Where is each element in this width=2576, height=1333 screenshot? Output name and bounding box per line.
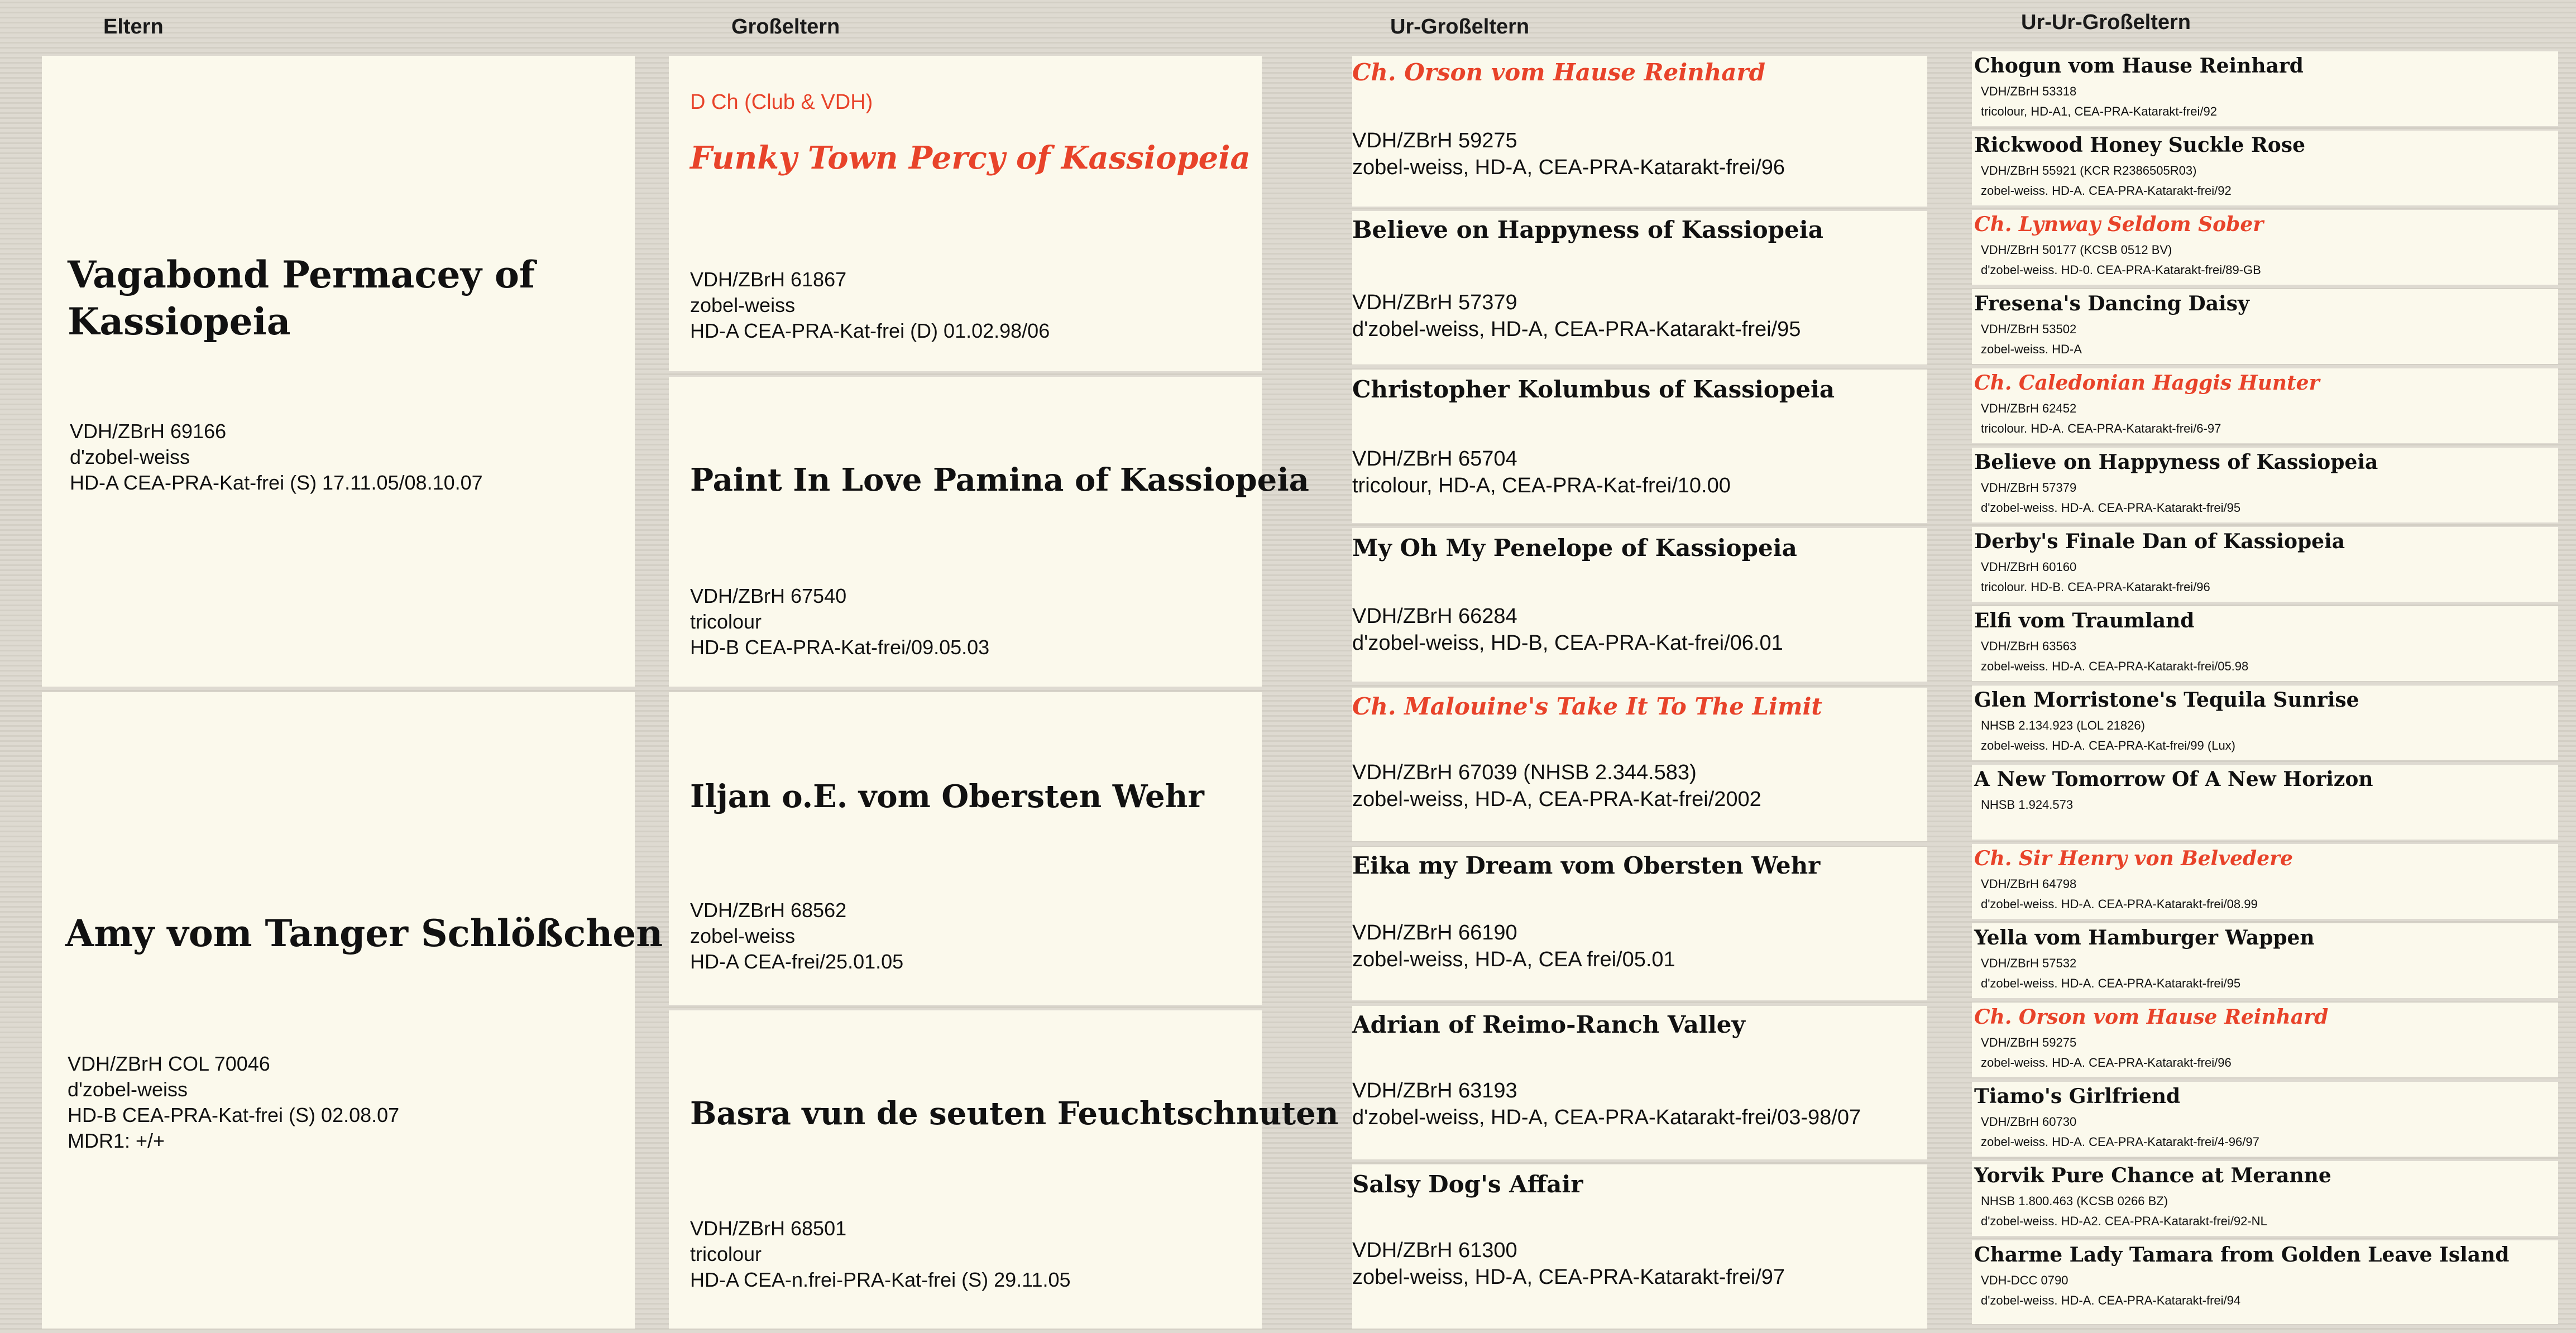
great-great-grandparent-line2: zobel-weiss. HD-A [1981, 342, 2082, 356]
grandparent-title: D Ch (Club & VDH) [690, 90, 873, 114]
great-grandparent-info: d'zobel-weiss, HD-A, CEA-PRA-Katarakt-frei/95 [1352, 318, 1801, 341]
grandparent-health: HD-A CEA-frei/25.01.05 [690, 950, 904, 973]
great-great-grandparent-line1: VDH/ZBrH 60730 [1981, 1115, 2077, 1129]
great-grandparent-reg: VDH/ZBrH 59275 [1352, 129, 1517, 152]
great-great-grandparent-card [1972, 685, 2558, 760]
grandparent-health: HD-A CEA-n.frei-PRA-Kat-frei (S) 29.11.05 [690, 1268, 1071, 1291]
great-great-grandparent-card [1972, 1003, 2558, 1077]
parent-sire-health: HD-A CEA-PRA-Kat-frei (S) 17.11.05/08.10.07 [70, 471, 483, 494]
great-great-grandparent-name: A New Tomorrow Of A New Horizon [1974, 768, 2373, 791]
great-grandparent-reg: VDH/ZBrH 61300 [1352, 1239, 1517, 1262]
great-great-grandparent-name: Chogun vom Hause Reinhard [1974, 54, 2304, 78]
great-grandparent-info: d'zobel-weiss, HD-A, CEA-PRA-Katarakt-frei/03-98/07 [1352, 1106, 1861, 1129]
great-great-grandparent-name: Ch. Lynway Seldom Sober [1974, 213, 2264, 236]
great-grandparent-details [1352, 289, 1801, 343]
great-great-grandparent-card [1972, 51, 2558, 126]
header-eltern: Eltern [103, 15, 164, 39]
great-great-grandparent-line1: VDH/ZBrH 57379 [1981, 481, 2077, 495]
parent-dam-card [42, 692, 663, 1329]
great-grandparent-reg: VDH/ZBrH 65704 [1352, 447, 1517, 471]
grandparent-name: Basra vun de seuten Feuchtschnuten [690, 1095, 1339, 1132]
grandparent-details [690, 898, 903, 975]
great-great-grandparent-card [1972, 448, 2558, 522]
great-grandparent-name: Believe on Happyness of Kassiopeia [1352, 216, 1823, 243]
great-great-grandparent-line1: VDH/ZBrH 63563 [1981, 639, 2077, 653]
parent-dam-health: HD-B CEA-PRA-Kat-frei (S) 02.08.07 [68, 1104, 400, 1126]
grandparent-reg: VDH/ZBrH 67540 [690, 584, 847, 607]
great-grandparent-info: tricolour, HD-A, CEA-PRA-Kat-frei/10.00 [1352, 474, 1731, 497]
great-great-grandparent-card [1972, 368, 2558, 443]
great-great-grandparent-line2: d'zobel-weiss. HD-0. CEA-PRA-Katarakt-frei/89-GB [1981, 263, 2261, 277]
grandparent-color: zobel-weiss [690, 294, 796, 317]
grandparent-color: tricolour [690, 1243, 762, 1265]
great-great-grandparent-card [1972, 131, 2558, 205]
grandparent-details [690, 267, 1050, 344]
parent-dam-details [68, 1051, 399, 1154]
great-grandparent-name: Eika my Dream vom Obersten Wehr [1352, 852, 1821, 879]
grandparent-name: Iljan o.E. vom Obersten Wehr [690, 778, 1204, 815]
parent-sire-reg: VDH/ZBrH 69166 [70, 420, 227, 443]
great-grandparent-details [1352, 1077, 1861, 1131]
grandparent-details [690, 583, 989, 660]
great-grandparent-card [1352, 1164, 1927, 1329]
great-grandparent-card [1352, 56, 1927, 207]
great-grandparent-info: d'zobel-weiss, HD-B, CEA-PRA-Kat-frei/06.01 [1352, 631, 1783, 655]
great-grandparent-reg: VDH/ZBrH 63193 [1352, 1079, 1517, 1102]
great-great-grandparent-line2: d'zobel-weiss. HD-A. CEA-PRA-Katarakt-frei/95 [1981, 501, 2241, 515]
grandparent-reg: VDH/ZBrH 68562 [690, 899, 847, 922]
great-grandparent-name: Ch. Orson vom Hause Reinhard [1352, 59, 1766, 86]
parent-sire-name [68, 251, 535, 345]
great-great-grandparent-line2: zobel-weiss. HD-A. CEA-PRA-Katarakt-frei/4-96/97 [1981, 1135, 2259, 1149]
great-great-grandparent-line1: VDH/ZBrH 55921 (KCR R2386505R03) [1981, 164, 2197, 178]
great-great-grandparent-line2: d'zobel-weiss. HD-A. CEA-PRA-Katarakt-frei/94 [1981, 1293, 2241, 1307]
great-great-grandparent-line1: NHSB 1.924.573 [1981, 798, 2074, 812]
grandparent-health: HD-A CEA-PRA-Kat-frei (D) 01.02.98/06 [690, 319, 1050, 342]
great-grandparent-info: zobel-weiss, HD-A, CEA-PRA-Katarakt-frei/97 [1352, 1265, 1785, 1289]
great-great-grandparent-line1: VDH-DCC 0790 [1981, 1273, 2069, 1287]
great-great-grandparent-name: Glen Morristone's Tequila Sunrise [1974, 688, 2359, 712]
great-grandparent-name: Christopher Kolumbus of Kassiopeia [1352, 376, 1835, 403]
great-grandparent-details [1352, 759, 1761, 813]
great-grandparent-name: Adrian of Reimo-Ranch Valley [1352, 1011, 1745, 1038]
great-grandparent-details [1352, 445, 1731, 499]
great-great-grandparent-line1: VDH/ZBrH 57532 [1981, 956, 2077, 970]
great-great-grandparent-line1: VDH/ZBrH 59275 [1981, 1035, 2077, 1049]
parent-sire-name-line1: Vagabond Permacey of [68, 253, 535, 296]
great-great-grandparent-name: Yella vom Hamburger Wappen [1974, 926, 2315, 950]
great-great-grandparent-line2: zobel-weiss. HD-A. CEA-PRA-Kat-frei/99 (Lux) [1981, 739, 2236, 752]
great-great-grandparent-name: Tiamo's Girlfriend [1974, 1085, 2181, 1108]
great-grandparent-details [1352, 603, 1783, 656]
great-great-grandparent-name: Charme Lady Tamara from Golden Leave Island [1974, 1243, 2510, 1267]
header-ur-ur-grosseltern: Ur-Ur-Großeltern [2021, 11, 2191, 34]
great-great-grandparent-line2: zobel-weiss. HD-A. CEA-PRA-Katarakt-frei/92 [1981, 184, 2232, 198]
great-great-grandparent-line1: VDH/ZBrH 62452 [1981, 401, 2077, 415]
grandparent-details [690, 1216, 1071, 1293]
great-great-grandparent-name: Believe on Happyness of Kassiopeia [1974, 450, 2378, 474]
great-grandparent-info: zobel-weiss, HD-A, CEA-PRA-Kat-frei/2002 [1352, 788, 1761, 811]
great-great-grandparent-line2: d'zobel-weiss. HD-A2. CEA-PRA-Katarakt-frei/92-NL [1981, 1214, 2267, 1228]
great-grandparent-name: Ch. Malouine's Take It To The Limit [1352, 693, 1822, 720]
great-grandparent-reg: VDH/ZBrH 66190 [1352, 921, 1517, 944]
great-grandparent-card [1352, 847, 1927, 1000]
grandparent-name: Funky Town Percy of Kassiopeia [690, 140, 1251, 176]
grandparent-card [669, 692, 1262, 1005]
great-great-grandparent-card [1972, 527, 2558, 602]
great-great-grandparent-name: Fresena's Dancing Daisy [1974, 292, 2249, 315]
great-great-grandparent-name: Elfi vom Traumland [1974, 609, 2195, 632]
great-grandparent-card [1352, 370, 1927, 523]
great-grandparent-name: My Oh My Penelope of Kassiopeia [1352, 534, 1797, 562]
great-grandparent-card [1352, 688, 1927, 841]
grandparent-reg: VDH/ZBrH 61867 [690, 268, 847, 291]
great-great-grandparent-line2: d'zobel-weiss. HD-A. CEA-PRA-Katarakt-frei/95 [1981, 976, 2241, 990]
parent-dam-mdr1: MDR1: +/+ [68, 1129, 165, 1152]
great-great-grandparent-line1: NHSB 1.800.463 (KCSB 0266 BZ) [1981, 1194, 2168, 1208]
great-great-grandparent-card [1972, 210, 2558, 285]
great-great-grandparent-line2: d'zobel-weiss. HD-A. CEA-PRA-Katarakt-frei/08.99 [1981, 897, 2258, 911]
grandparent-card [669, 1010, 1339, 1329]
parent-dam-reg: VDH/ZBrH COL 70046 [68, 1052, 270, 1075]
great-great-grandparent-card [1972, 1240, 2558, 1324]
great-great-grandparent-card [1972, 1082, 2558, 1157]
great-great-grandparent-line1: VDH/ZBrH 50177 (KCSB 0512 BV) [1981, 243, 2172, 257]
great-great-grandparent-name: Yorvik Pure Chance at Meranne [1974, 1164, 2331, 1187]
great-great-grandparent-card [1972, 844, 2558, 919]
grandparent-name: Paint In Love Pamina of Kassiopeia [690, 462, 1309, 498]
great-grandparent-details [1352, 127, 1785, 181]
great-great-grandparent-line2: tricolour. HD-A. CEA-PRA-Katarakt-frei/6-97 [1981, 421, 2221, 435]
great-great-grandparent-name: Ch. Caledonian Haggis Hunter [1974, 371, 2320, 395]
great-great-grandparent-line1: VDH/ZBrH 53502 [1981, 322, 2077, 336]
great-great-grandparent-line1: VDH/ZBrH 64798 [1981, 877, 2077, 891]
great-great-grandparent-name: Rickwood Honey Suckle Rose [1974, 133, 2305, 157]
great-grandparent-details [1352, 919, 1675, 973]
grandparent-reg: VDH/ZBrH 68501 [690, 1217, 847, 1240]
great-grandparent-card [1352, 1006, 1927, 1159]
great-great-grandparent-line2: zobel-weiss. HD-A. CEA-PRA-Katarakt-frei/96 [1981, 1056, 2232, 1070]
great-grandparent-info: zobel-weiss, HD-A, CEA frei/05.01 [1352, 948, 1675, 971]
grandparent-card [669, 377, 1309, 687]
grandparent-card [669, 56, 1262, 371]
great-great-grandparent-card [1972, 923, 2558, 998]
grandparent-color: zobel-weiss [690, 924, 796, 947]
great-great-grandparent-card [1972, 1161, 2558, 1236]
great-great-grandparent-line1: VDH/ZBrH 60160 [1981, 560, 2077, 574]
great-great-grandparent-name: Derby's Finale Dan of Kassiopeia [1974, 530, 2345, 553]
great-great-grandparent-name: Ch. Sir Henry von Belvedere [1974, 847, 2293, 870]
great-great-grandparent-line2: zobel-weiss. HD-A. CEA-PRA-Katarakt-frei/05.98 [1981, 659, 2249, 673]
parent-sire-card [42, 56, 635, 687]
great-great-grandparent-line1: NHSB 2.134.923 (LOL 21826) [1981, 718, 2145, 732]
parent-dam-color: d'zobel-weiss [68, 1078, 188, 1101]
grandparent-color: tricolour [690, 610, 762, 633]
grandparent-health: HD-B CEA-PRA-Kat-frei/09.05.03 [690, 636, 990, 659]
great-grandparent-info: zobel-weiss, HD-A, CEA-PRA-Katarakt-frei/96 [1352, 156, 1785, 179]
great-great-grandparent-card [1972, 606, 2558, 681]
parent-sire-color: d'zobel-weiss [70, 445, 190, 468]
parent-sire-name-line2: Kassiopeia [68, 300, 291, 343]
great-grandparent-reg: VDH/ZBrH 66284 [1352, 605, 1517, 628]
great-great-grandparent-line2: tricolour. HD-B. CEA-PRA-Katarakt-frei/96 [1981, 580, 2210, 594]
parent-sire-details [70, 419, 483, 496]
great-grandparent-reg: VDH/ZBrH 67039 (NHSB 2.344.583) [1352, 761, 1697, 784]
great-grandparent-name: Salsy Dog's Affair [1352, 1171, 1583, 1198]
great-great-grandparent-line2: tricolour, HD-A1, CEA-PRA-Katarakt-frei/92 [1981, 104, 2218, 118]
great-grandparent-reg: VDH/ZBrH 57379 [1352, 291, 1517, 314]
great-great-grandparent-card [1972, 765, 2558, 840]
great-grandparent-card [1352, 211, 1927, 365]
great-grandparent-card [1352, 528, 1927, 682]
header-grosseltern: Großeltern [731, 15, 840, 39]
great-great-grandparent-name: Ch. Orson vom Hause Reinhard [1974, 1005, 2329, 1029]
great-great-grandparent-card [1972, 289, 2558, 364]
header-ur-grosseltern: Ur-Großeltern [1390, 15, 1530, 39]
great-grandparent-details [1352, 1237, 1785, 1291]
parent-dam-name: Amy vom Tanger Schlößchen [65, 912, 663, 955]
great-great-grandparent-line1: VDH/ZBrH 53318 [1981, 84, 2077, 98]
